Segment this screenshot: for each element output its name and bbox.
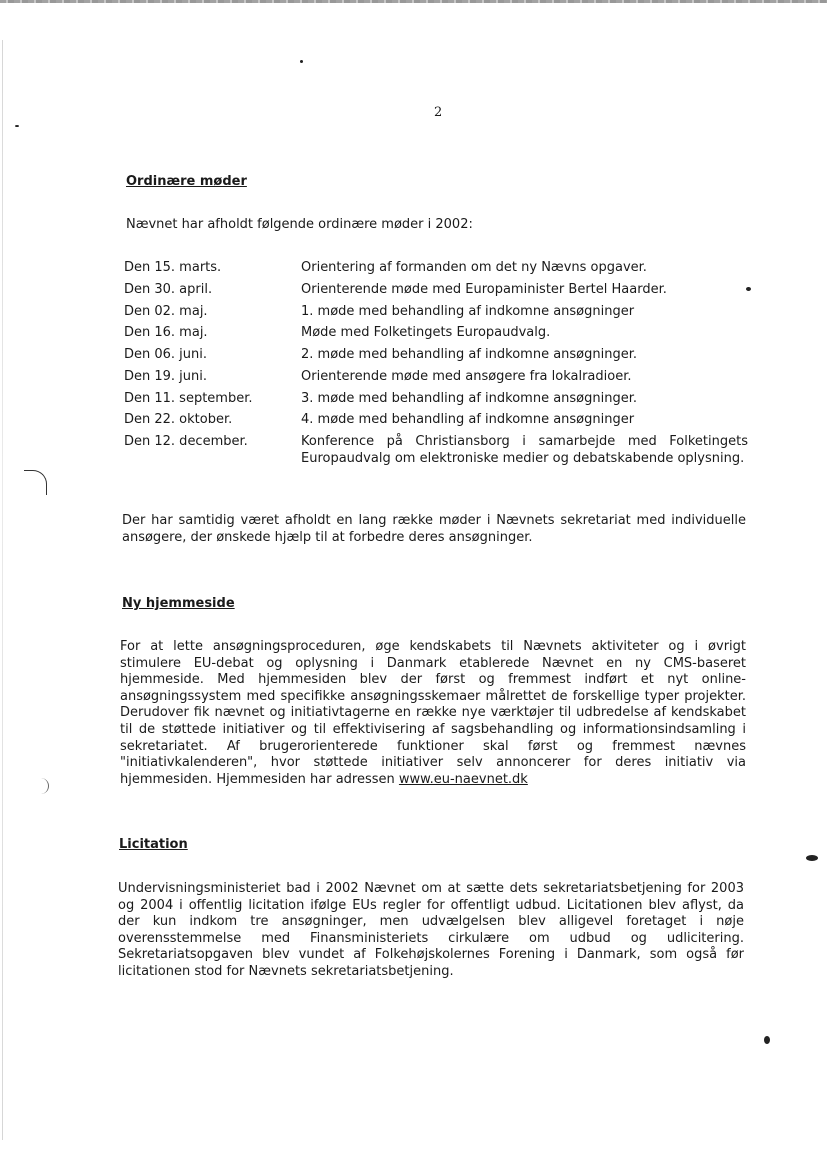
meeting-description: Orienterende møde med Europaminister Bertel Haarder.	[301, 281, 667, 297]
scan-speck	[300, 60, 303, 63]
meeting-date: Den 06. juni.	[124, 347, 208, 363]
meeting-date: Den 15. marts.	[124, 260, 222, 275]
meetings-heading: Ordinære møder	[126, 174, 247, 189]
meeting-date: Den 22. oktober.	[124, 412, 233, 428]
meeting-description: Orientering af formanden om det ny Nævns opgaver.	[301, 260, 647, 275]
meeting-date: Den 16. maj.	[124, 325, 208, 341]
meeting-description: 4. møde med behandling af indkomne ansøgninger	[301, 412, 635, 428]
meeting-row	[124, 369, 748, 386]
website-body	[120, 639, 746, 788]
scan-speck	[764, 1036, 770, 1044]
scan-mark-arc	[40, 778, 49, 794]
meetings-list	[124, 260, 748, 473]
tender-heading: Licitation	[119, 837, 188, 852]
meeting-date: Den 12. december.	[124, 434, 248, 450]
meeting-description: 1. møde med behandling af indkomne ansøgninger	[301, 303, 635, 319]
meeting-row	[124, 304, 748, 321]
website-heading: Ny hjemmeside	[122, 596, 235, 611]
meeting-date: Den 02. maj.	[124, 303, 208, 319]
meeting-row	[124, 325, 748, 342]
meetings-closing: Der har samtidig været afholdt en lang række møder i Nævnets sekretariat med individuelle ansøgere, der ønskede hjælp til at forbedre deres ansøgninger.	[122, 513, 746, 545]
meeting-description: Orienterende møde med ansøgere fra lokalradioer.	[301, 368, 632, 384]
website-link[interactable]: www.eu-naevnet.dk	[398, 771, 528, 787]
website-body-text: For at lette ansøgningsproceduren, øge kendskabets til Nævnets aktiviteter og i øvrigt stimulere EU-debat og oplysning i Danmark etablerede Nævnet en ny CMS-baseret hjemmeside. Med hjemmesiden blev der først og fremmest indført et nyt online-ansøgningssystem med specifikke ansøgningsskemaer målrettet de forskellige typer projekter. Derudover fik nævnet og initiativtagerne en række nye værktøjer til udbredelse af kendskabet til de støttede initiativer og til effektivisering af sagsbehandling og informationsindsamling i sekretariatet. Af brugerorienterede funktioner skal først og fremmest nævnes "initiativkalenderen", hvor støttede initiativer selv annoncerer for deres initiativ via hjemmesiden. Hjemmesiden har adressen	[120, 639, 746, 787]
meeting-description: Konference på Christiansborg i samarbejde med Folketingets Europaudvalg om elektroniske medier og debatskabende oplysning.	[301, 434, 748, 466]
meeting-description: Møde med Folketingets Europaudvalg.	[301, 325, 551, 341]
scan-edge-top	[0, 0, 827, 3]
meeting-row	[124, 347, 748, 364]
scan-mark-arc	[24, 470, 47, 495]
tender-body: Undervisningsministeriet bad i 2002 Nævnet om at sætte dets sekretariatsbetjening for 2003 og 2004 i offentlig licitation ifølge EUs regler for offentligt udbud. Licitationen blev aflyst, da der kun indkom tre ansøgninger, men udvælgelsen blev alligevel foretaget i nøje overensstemmelse med Finansministeriets cirkulære om udbud og udlicitering. Sekretariatsopgaven blev vundet af Folkehøjskolernes Forening i Danmark, som også før licitationen stod for Nævnets sekretariatsbetjening.	[118, 881, 744, 979]
meeting-description: 3. møde med behandling af indkomne ansøgninger.	[301, 390, 638, 406]
page-number: 2	[434, 105, 443, 120]
meeting-row	[124, 434, 748, 467]
meeting-row	[124, 260, 748, 277]
scan-speck	[806, 855, 818, 861]
meeting-row	[124, 282, 748, 299]
meetings-intro: Nævnet har afholdt følgende ordinære møder i 2002:	[126, 217, 473, 232]
scan-speck	[15, 125, 19, 127]
meeting-description: 2. møde med behandling af indkomne ansøgninger.	[301, 347, 638, 363]
meeting-row	[124, 412, 748, 429]
meeting-date: Den 11. september.	[124, 390, 253, 406]
meeting-date: Den 19. juni.	[124, 368, 208, 384]
scan-edge-left	[2, 40, 3, 1140]
meeting-date: Den 30. april.	[124, 281, 213, 297]
meeting-row	[124, 391, 748, 408]
